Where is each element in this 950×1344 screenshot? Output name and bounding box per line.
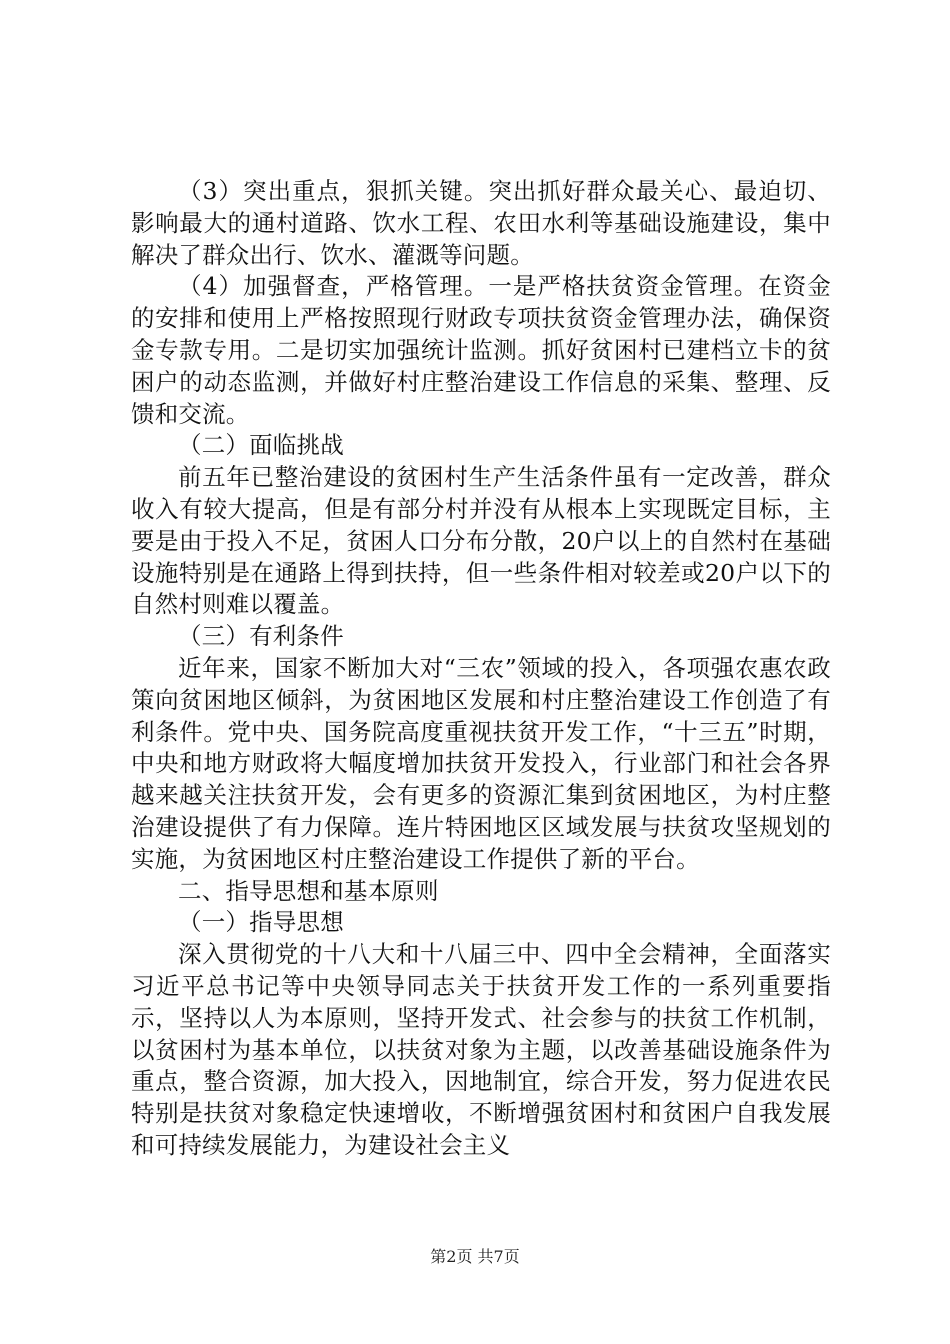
paragraph-supervision: （4）加强督查，严格管理。一是严格扶贫资金管理。在资金的安排和使用上严格按照现行财政专项扶贫资金管理办法，确保资金专款专用。二是切实加强统计监测。抓好贫困村已建档立卡的贫困户的动态监测，并做好村庄整治建设工作信息的采集、整理、反馈和交流。 xyxy=(131,272,831,428)
paragraph-guiding-thought: 深入贯彻党的十八大和十八届三中、四中全会精神，全面落实习近平总书记等中央领导同志关于扶贫开发工作的一系列重要指示，坚持以人为本原则，坚持开发式、社会参与的扶贫工作机制，以贫困村为基本单位，以扶贫对象为主题，以改善基础设施条件为重点，整合资源，加大投入，因地制宜，综合开发，努力促进农民特别是扶贫对象稳定快速增收，不断增强贫困村和贫困户自我发展和可持续发展能力，为建设社会主义 xyxy=(131,940,831,1159)
heading-challenges: （二）面临挑战 xyxy=(178,431,344,460)
heading-favorable-conditions: （三）有利条件 xyxy=(178,622,344,651)
heading-section-2: 二、指导思想和基本原则 xyxy=(178,876,439,905)
document-body xyxy=(131,176,831,1162)
paragraph-favorable-conditions: 近年来，国家不断加大对“三农”领域的投入，各项强农惠农政策向贫困地区倾斜，为贫困地区发展和村庄整治建设工作创造了有利条件。党中央、国务院高度重视扶贫开发工作，“十三五”时期，中央和地方财政将大幅度增加扶贫开发投入，行业部门和社会各界越来越关注扶贫开发，会有更多的资源汇集到贫困地区，为村庄整治建设提供了有力保障。连片特困地区区域发展与扶贫攻坚规划的实施，为贫困地区村庄整治建设工作提供了新的平台。 xyxy=(131,653,831,873)
page-number-footer: 第2页 共7页 xyxy=(430,1247,520,1266)
paragraph-challenges: 前五年已整治建设的贫困村生产生活条件虽有一定改善，群众收入有较大提高，但是有部分村并没有从根本上实现既定目标，主要是由于投入不足，贫困人口分布分散，20户以上的自然村在基础设施特别是在通路上得到扶持，但一些条件相对较差或20户以下的自然村则难以覆盖。 xyxy=(131,463,831,619)
heading-guiding-thought: （一）指导思想 xyxy=(178,908,344,937)
paragraph-key-points: （3）突出重点，狠抓关键。突出抓好群众最关心、最迫切、影响最大的通村道路、饮水工程、农田水利等基础设施建设，集中解决了群众出行、饮水、灌溉等问题。 xyxy=(131,177,831,269)
